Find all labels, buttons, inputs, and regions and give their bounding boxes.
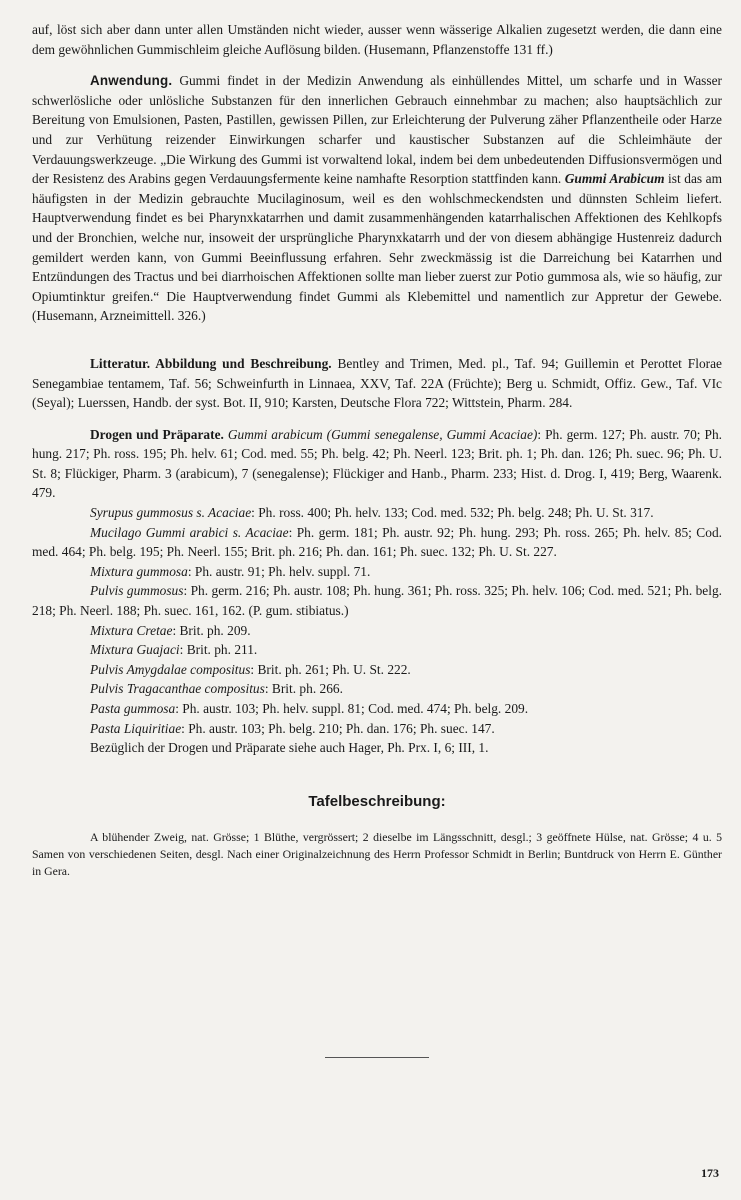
preparation-name: Pulvis Tragacanthae compositus bbox=[90, 681, 265, 697]
tafel-heading: Tafelbeschreibung: bbox=[308, 792, 446, 810]
preparation-refs: : Ph. austr. 103; Ph. belg. 210; Ph. dan. 176; Ph. suec. 147. bbox=[181, 720, 495, 736]
drogen-paragraph bbox=[32, 425, 722, 503]
litteratur-text: Bentley and Trimen, Med. pl., Taf. 94; Guillemin et Perottet Florae Senegambiae tentamem, Taf. 56; Schweinfurth in Linnaea, XXV, Taf. 22A (Früchte); Berg u. Schmidt, Offiz. Gew., Taf. VIc (Seyal); Luerssen, Handb. der syst. Bot. II, 910; Karsten, Deutsche Flora 722; Wittstein, Pharm. 284. bbox=[32, 355, 722, 411]
preparations-list bbox=[32, 503, 722, 738]
preparation-refs: : Ph. austr. 91; Ph. helv. suppl. 71. bbox=[187, 563, 371, 579]
preparation-refs: : Ph. austr. 103; Ph. helv. suppl. 81; Cod. med. 474; Ph. belg. 209. bbox=[175, 701, 529, 716]
preparation-entry bbox=[32, 503, 722, 523]
preparation-name: Pasta gummosa bbox=[90, 701, 176, 716]
anwendung-italic: Gummi Arabicum bbox=[564, 171, 665, 187]
document-page bbox=[32, 20, 722, 880]
preparation-entry bbox=[32, 562, 722, 582]
drogen-first-text: : Ph. germ. 127; Ph. austr. 70; Ph. hung. 217; Ph. ross. 195; Ph. helv. 61; Cod. med. 55; Ph. belg. 42; Ph. Neerl. 123; Brit. ph. 1; Ph. dan. 126; Ph. suec. 96; Ph. U. St. 8; Flückiger, Pharm. 3 (arabicum), 7 (senegalense); Flückiger and Hanb., Pharm. 233; Hist. d. Drog. I, 419; Berg, Waarenk. 479. bbox=[32, 426, 723, 501]
preparation-name: Mixtura Guajaci bbox=[90, 642, 180, 658]
preparation-entry bbox=[32, 621, 722, 641]
drogen-first-name: Gummi arabicum (Gummi senegalense, Gummi Acaciae) bbox=[227, 426, 538, 442]
anwendung-heading: Anwendung. bbox=[90, 73, 173, 89]
anwendung-text-b: ist das am häufigsten in der Medizin gebrauchte Mucilaginosum, weil es den wohlschmeckendsten und dünnsten Schleim liefert. Hauptverwendung findet es bei Pharynxkatarrhen und damit zusammenhängenden katarrhalischen Affektionen des Kehlkopfs und der Bronchien, welche nur, insoweit der ursprüngliche Pharynxkatarrh und der von diesem abhängige Hustenreiz dadurch gemildert werden kann, von Gummi Beeinflussung erfahren. Sehr zweckmässig ist die Darreichung bei Katarrhen und Entzündungen des Tractus und bei diarrhoischen Affektionen sollte man lieber zuerst zur Potio gummosa als, wie so häufig, zur Opiumtinktur greifen.“ Die Hauptverwendung findet Gummi als Klebemittel und namentlich zur Appretur der Gewebe. (Husemann, Arzneimittell. 326.) bbox=[32, 171, 722, 324]
preparation-entry bbox=[32, 679, 722, 699]
anwendung-text-a: Gummi findet in der Medizin Anwendung als einhüllendes Mittel, um scharfe und in Wasser schwerlösliche oder unlösliche Substanzen für den innerlichen Gebrauch einnehmbar zu machen; also hauptsächlich zur Bereitung von Emulsionen, Pasten, Pastillen, gewissen Pillen, zur Erleichterung der Pulverung zäher Pflanzentheile oder Harze und zur Verhütung reizender Einwirkungen scharfer und kaustischer Substanzen auf die Schleimhäute der Verdauungswerkzeuge. „Die Wirkung des Gummi ist vorwaltend lokal, indem bei dem unbedeutenden Diffusionsvermögen und der Resistenz des Arabins gegen Verdauungsfermente keine namhafte Resorption stattfinden kann. bbox=[32, 73, 722, 187]
drogen-heading: Drogen und Präparate. bbox=[90, 426, 224, 442]
preparation-entry bbox=[32, 719, 722, 739]
preparation-refs: : Brit. ph. 211. bbox=[179, 642, 258, 658]
intro-paragraph: auf, löst sich aber dann unter allen Umständen nicht wieder, ausser wenn wässerige Alkalien zugesetzt werden, die dann eine dem gewöhnlichen Gummischleim gleiche Auflösung bilden. (Husemann, Pflanzenstoffe 131 ff.) bbox=[32, 22, 722, 57]
preparation-refs: : Brit. ph. 261; Ph. U. St. 222. bbox=[250, 661, 411, 677]
preparation-entry bbox=[32, 640, 722, 660]
preparation-name: Mucilago Gummi arabici s. Acaciae bbox=[90, 524, 289, 540]
preparation-entry bbox=[32, 581, 722, 620]
preparation-name: Mixtura Cretae bbox=[90, 622, 173, 638]
preparation-refs: : Ph. germ. 216; Ph. austr. 108; Ph. hung. 361; Ph. ross. 325; Ph. helv. 106; Cod. med. 521; Ph. belg. 218; Ph. Neerl. 188; Ph. suec. 161, 162. (P. gum. stibiatus.) bbox=[32, 583, 722, 619]
preparation-name: Pulvis gummosus bbox=[90, 583, 184, 599]
preparation-refs: : Ph. ross. 400; Ph. helv. 133; Cod. med. 532; Ph. belg. 248; Ph. U. St. 317. bbox=[251, 505, 654, 521]
preparation-name: Syrupus gummosus s. Acaciae bbox=[90, 505, 252, 521]
page-number: 173 bbox=[701, 1166, 719, 1180]
litteratur-heading: Litteratur. Abbildung und Beschreibung. bbox=[90, 355, 332, 371]
preparation-name: Mixtura gummosa bbox=[90, 563, 188, 579]
preparation-refs: : Brit. ph. 209. bbox=[172, 622, 251, 638]
divider-rule bbox=[325, 1057, 429, 1058]
preparation-entry bbox=[32, 523, 722, 562]
preparation-name: Pulvis Amygdalae compositus bbox=[90, 661, 251, 677]
preparation-refs: : Ph. germ. 181; Ph. austr. 92; Ph. hung. 293; Ph. ross. 265; Ph. helv. 85; Cod. med. 464; Ph. belg. 195; Ph. Neerl. 155; Brit. ph. 216; Ph. dan. 161; Ph. suec. 132; Ph. U. St. 227. bbox=[32, 524, 722, 560]
preparation-entry bbox=[32, 660, 722, 680]
litteratur-paragraph bbox=[32, 354, 722, 413]
preparation-refs: : Brit. ph. 266. bbox=[264, 681, 343, 697]
drogen-closing: Bezüglich der Drogen und Präparate siehe auch Hager, Ph. Prx. I, 6; III, 1. bbox=[90, 740, 489, 756]
preparation-name: Pasta Liquiritiae bbox=[90, 720, 182, 736]
preparation-entry bbox=[32, 699, 722, 719]
tafel-text: A blühender Zweig, nat. Grösse; 1 Blüthe, vergrössert; 2 dieselbe im Längsschnitt, desgl.; 3 geöffnete Hülse, nat. Grösse; 4 u. 5 Samen von verschiedenen Seiten, desgl. Nach einer Originalzeichnung des Herrn Professor Schmidt in Berlin; Buntdruck von Herrn E. Günther in Gera. bbox=[32, 830, 722, 879]
anwendung-paragraph bbox=[32, 71, 722, 326]
